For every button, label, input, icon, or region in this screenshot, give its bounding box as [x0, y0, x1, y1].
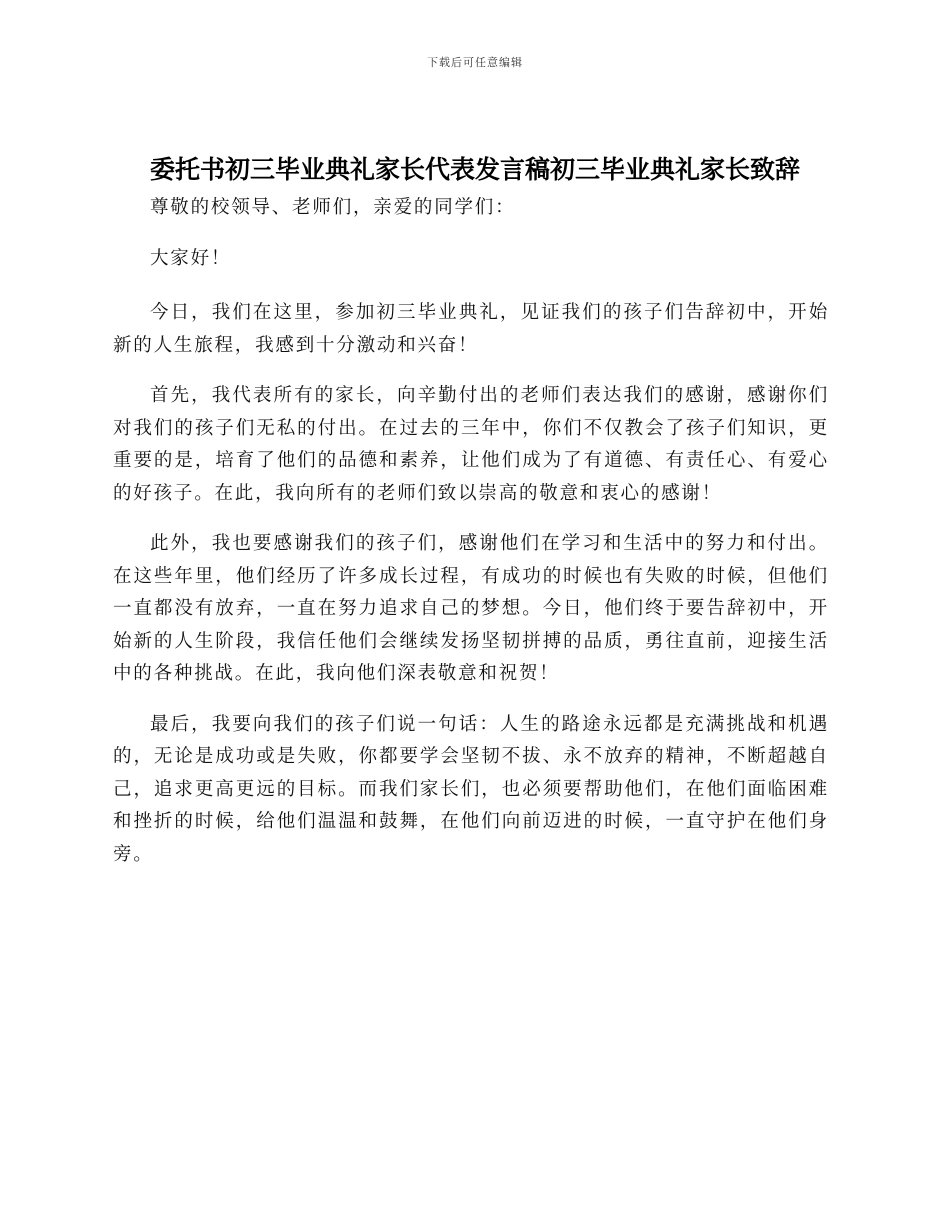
paragraph-opening: 今日，我们在这里，参加初三毕业典礼，见证我们的孩子们告辞初中，开始新的人生旅程，我感到十分激动和兴奋！ [113, 302, 829, 356]
paragraph-closing-message: 最后，我要向我们的孩子们说一句话：人生的路途永远都是充满挑战和机遇的，无论是成功或是失败，你都要学会坚韧不拔、永不放弃的精神，不断超越自己，追求更高更远的目标。而我们家长们，也必须要帮助他们，在他们面临困难和挫折的时候，给他们温温和鼓舞，在他们向前迈进的时候，一直守护在他们身旁。 [113, 713, 829, 865]
page-header-note: 下载后可任意编辑 [427, 56, 523, 69]
paragraph-thanks-children: 此外，我也要感谢我们的孩子们，感谢他们在学习和生活中的努力和付出。在这些年里，他们经历了许多成长过程，有成功的时候也有失败的时候，但他们一直都没有放弃，一直在努力追求自己的梦想。今日，他们终于要告辞初中，开始新的人生阶段，我信任他们会继续发扬坚韧拼搏的品质，勇往直前，迎接生活中的各种挑战。在此，我向他们深表敬意和祝贺！ [113, 533, 829, 684]
paragraph-salutation: 尊敬的校领导、老师们，亲爱的同学们： [150, 197, 516, 218]
document-title: 委托书初三毕业典礼家长代表发言稿初三毕业典礼家长致辞 [149, 155, 800, 184]
paragraph-greeting: 大家好！ [150, 247, 232, 269]
paragraph-thanks-teachers: 首先，我代表所有的家长，向辛勤付出的老师们表达我们的感谢，感谢你们对我们的孩子们无私的付出。在过去的三年中，你们不仅教会了孩子们知识，更重要的是，培育了他们的品德和素养，让他们成为了有道德、有责任心、有爱心的好孩子。在此，我向所有的老师们致以崇高的敬意和衷心的感谢！ [113, 385, 829, 504]
document-body [113, 192, 829, 889]
